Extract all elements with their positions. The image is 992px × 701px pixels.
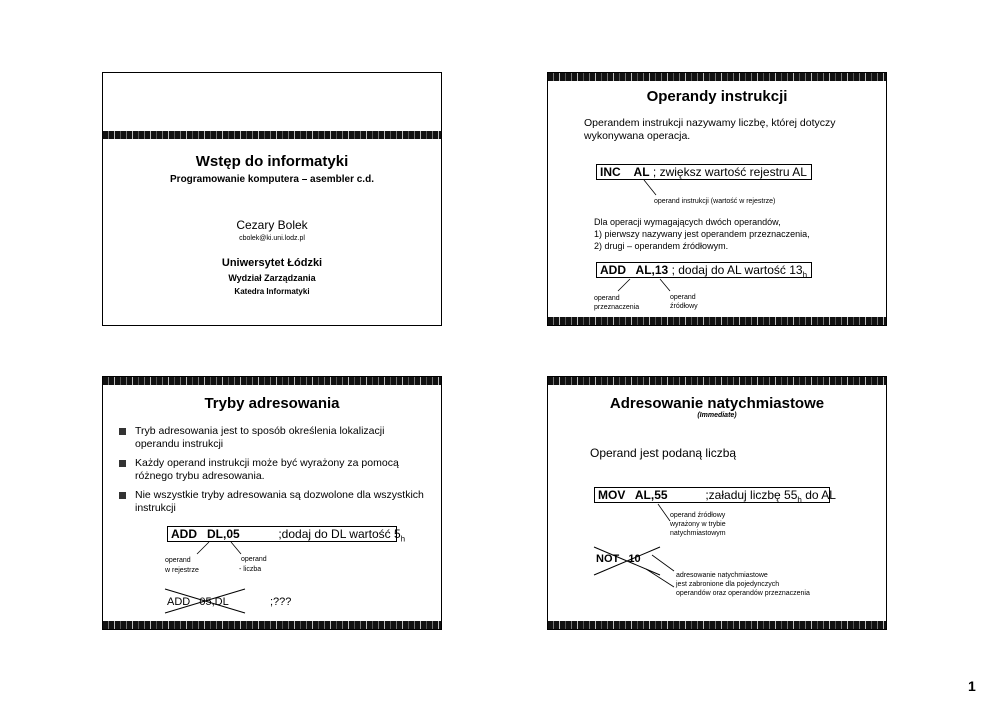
label-number-1: operand [241, 556, 267, 563]
label-number-2: - liczba [239, 566, 262, 573]
mov-instruction: MOV AL,55 [598, 488, 668, 502]
decorative-bar-bottom [548, 621, 886, 629]
note2-line3: operandów oraz operandów przeznaczenia [676, 590, 810, 597]
add-dl-instruction: ADD DL,05 [171, 527, 240, 541]
label-dest-2: przeznaczenia [594, 304, 640, 311]
author-name: Cezary Bolek [236, 218, 308, 232]
label-dest-1: operand [594, 295, 620, 302]
add-comment: ; dodaj do AL wartość 13 [671, 263, 803, 277]
mov-comment-end: do AL [801, 488, 836, 502]
slide1-subtitle: Programowanie komputera – asembler c.d. [170, 174, 374, 185]
slide-addressing-modes [102, 376, 442, 630]
decorative-bar-bottom [548, 317, 886, 325]
inc-annotation: operand instrukcji (wartość w rejestrze) [654, 198, 776, 205]
add-instruction: ADD AL,13 [600, 263, 669, 277]
note2-line1: adresowanie natychmiastowe [676, 572, 768, 579]
page-number: 1 [968, 678, 976, 694]
slide-title [102, 72, 442, 326]
bullet-text: Tryb adresowania jest to sposób określenia lokalizacji operandu instrukcji [135, 425, 385, 450]
hex-subscript: h [797, 495, 802, 505]
crossed-comment: ;??? [270, 596, 292, 608]
slide3-title: Tryby adresowania [204, 395, 340, 412]
note1-line1: operand źródłowy [670, 512, 726, 519]
slide4-subtitle: (Immediate) [697, 412, 737, 419]
faculty-name: Wydział Zarządzania [228, 273, 316, 283]
slide2-title: Operandy instrukcji [646, 88, 788, 105]
label-src-1: operand [670, 294, 696, 301]
note2-line2: jest zabronione dla pojedynczych [676, 581, 780, 588]
note1-line2: wyrażony w trybie [670, 521, 726, 528]
slide2-arrows [548, 73, 887, 326]
author-email: cbolek@ki.uni.lodz.pl [239, 235, 305, 242]
slide2-intro-line2: wykonywana operacja. [584, 130, 691, 142]
add-dl-comment: ;dodaj do DL wartość 5 [278, 527, 401, 541]
crossed-instruction: ADD 05,DL [167, 596, 229, 608]
slide3-arrows [103, 377, 442, 630]
hex-subscript: h [802, 270, 808, 280]
two-ops-line1: Dla operacji wymagających dwóch operandów, [594, 217, 781, 227]
slide-immediate-addressing [547, 376, 887, 630]
slide4-title: Adresowanie natychmiastowe [609, 395, 825, 412]
label-register-2: w rejestrze [165, 567, 199, 574]
decorative-bar-bottom [103, 621, 441, 629]
inc-instruction: INC AL [600, 165, 650, 179]
two-ops-line3: 2) drugi – operandem źródłowym. [594, 241, 729, 251]
department-name: Katedra Informatyki [234, 287, 310, 296]
decorative-bar [103, 131, 441, 139]
bullet-text: Każdy operand instrukcji może być wyrażony za pomocą różnego trybu adresowania. [135, 457, 399, 482]
immediate-statement: Operand jest podaną liczbą [590, 446, 737, 460]
note1-line3: natychmiastowym [670, 530, 726, 537]
university-name: Uniwersytet Łódzki [221, 257, 323, 269]
two-ops-line2: 1) pierwszy nazywany jest operandem przeznaczenia, [594, 229, 810, 239]
label-src-2: źródłowy [670, 303, 698, 310]
mov-comment: ;załaduj liczbę 55 [705, 488, 798, 502]
crossed-not-instruction: NOT 10 [596, 553, 641, 565]
slide4-arrows [548, 377, 887, 630]
slide-operands [547, 72, 887, 326]
hex-subscript: h [400, 534, 406, 544]
slide2-intro-line1: Operandem instrukcji nazywamy liczbę, której dotyczy [584, 117, 836, 129]
label-register-1: operand [165, 557, 191, 564]
slide1-title: Wstęp do informatyki [195, 153, 349, 170]
inc-comment: ; zwiększ wartość rejestru AL [652, 165, 807, 179]
bullet-text: Nie wszystkie tryby adresowania są dozwolone dla wszystkich instrukcji [135, 489, 424, 514]
